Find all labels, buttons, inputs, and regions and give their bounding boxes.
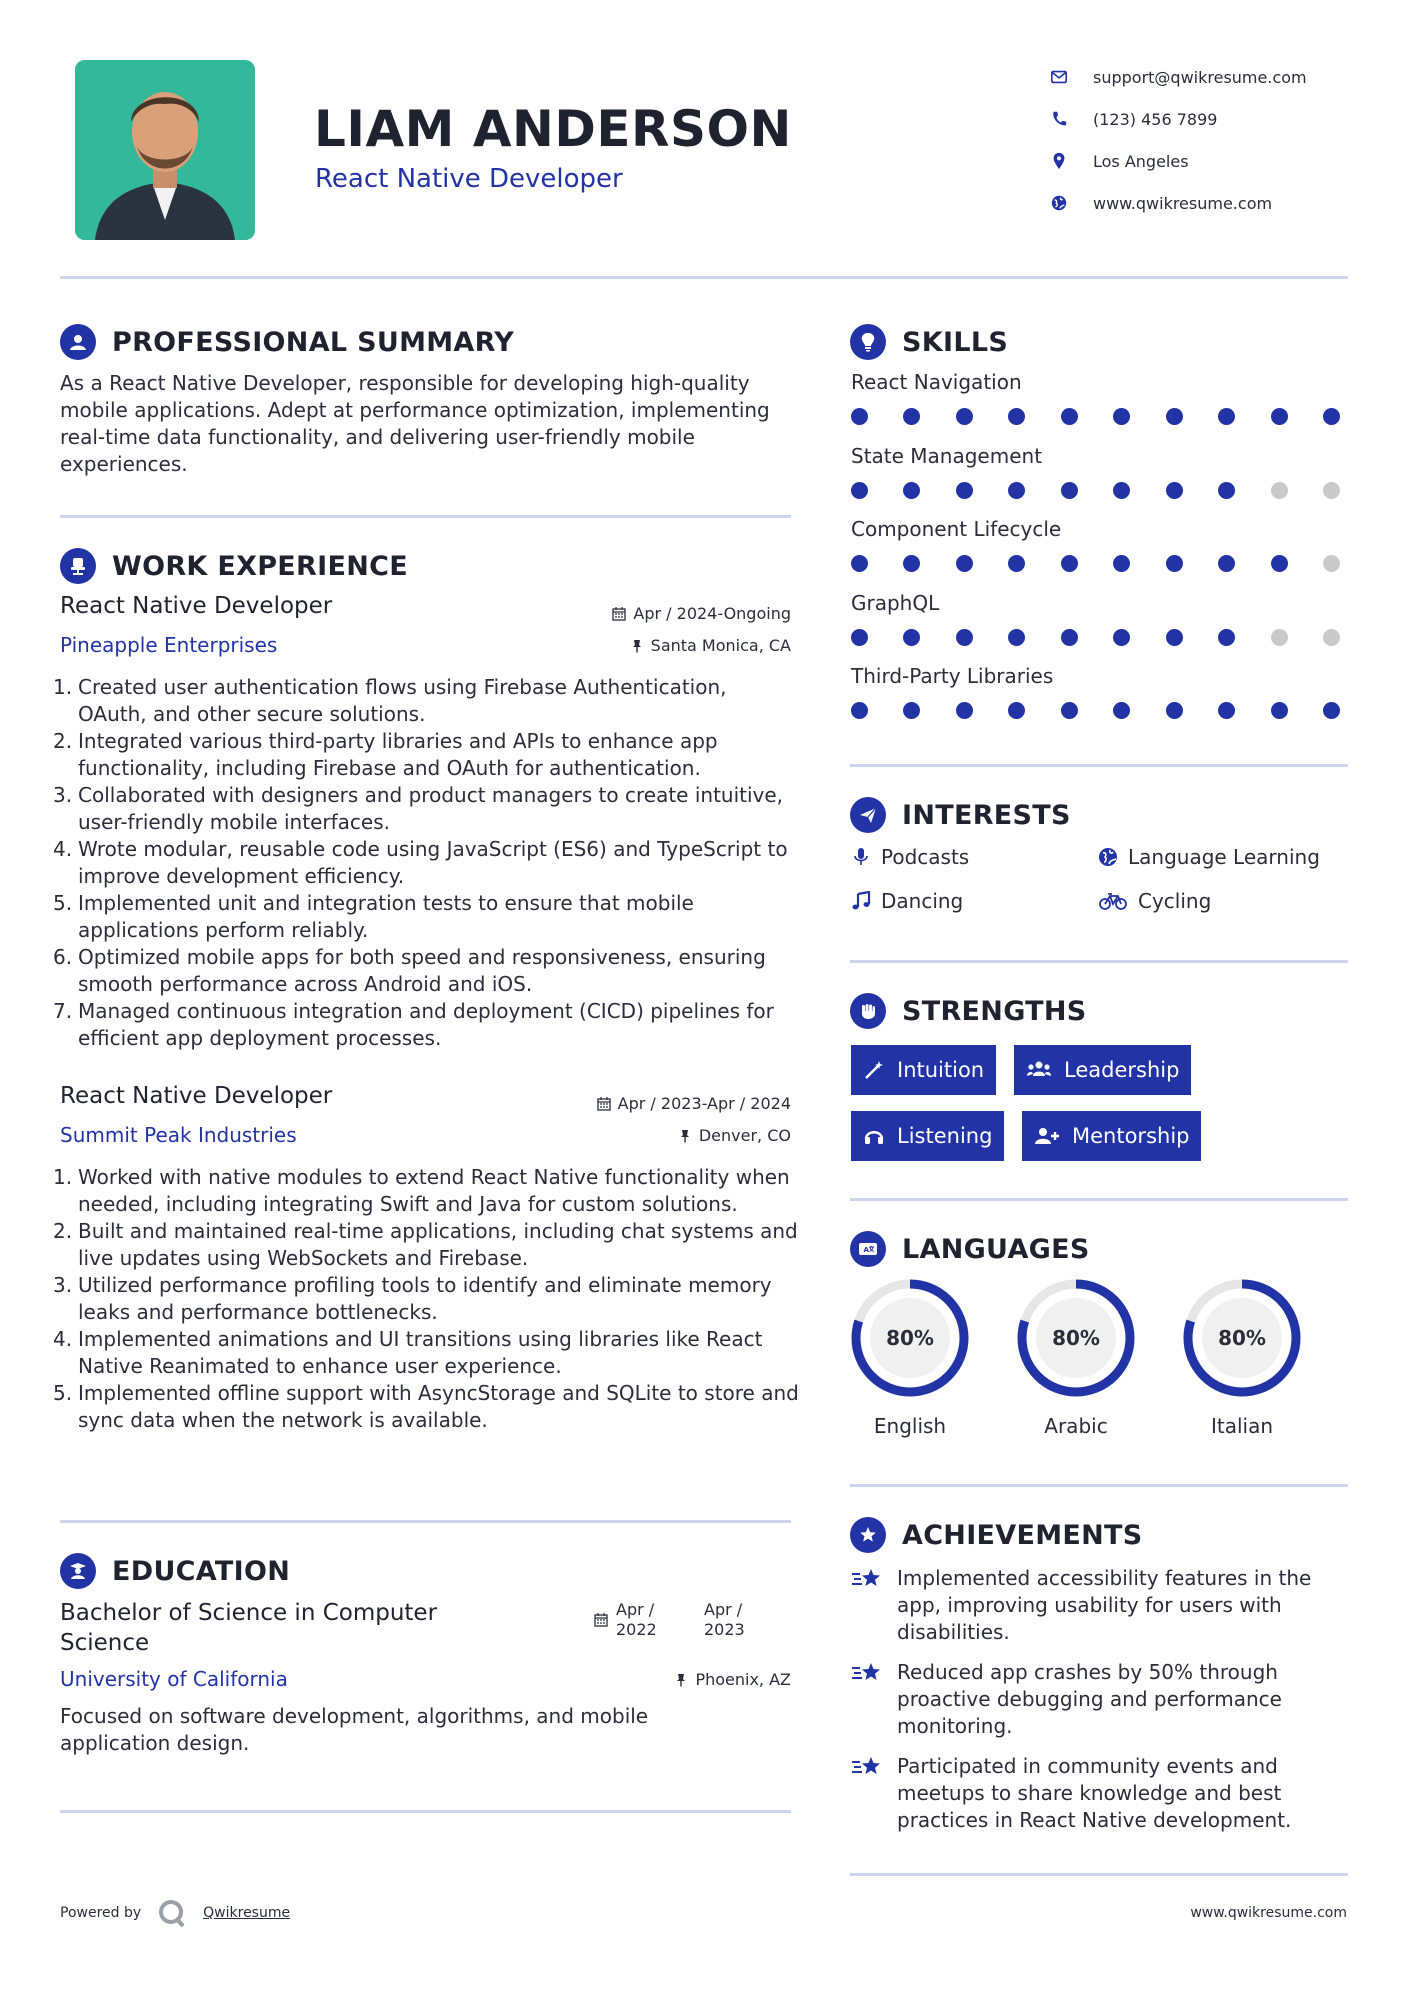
interests-title: INTERESTS [902,799,1071,831]
job-bullets [53,674,800,1052]
languages-divider [850,1484,1348,1487]
education-location-text: Phoenix, AZ [695,1670,791,1689]
list-item: 7. Managed continuous integration and deployment (CICD) pipelines for efficient app deployment processes. [53,999,774,1050]
qwikresume-logo-icon [157,1898,187,1928]
list-item: 6. Optimized mobile apps for both speed and responsiveness, ensuring smooth performance across Android and iOS. [53,945,766,996]
language-item [848,1276,972,1438]
summary-header [60,324,514,360]
rating-dot-filled [851,555,868,572]
pushpin-icon [678,1129,692,1143]
powered-by-text: Powered by [60,1905,142,1921]
skill-item [851,664,1340,738]
rating-dot-filled [1008,408,1025,425]
pushpin-icon [674,1673,688,1687]
interest-cycling: Cycling [1098,889,1211,913]
rating-dot-filled [1323,408,1340,425]
rating-dot-filled [903,408,920,425]
languages-header [850,1231,1090,1267]
strengths-title: STRENGTHS [902,995,1087,1027]
rating-dot-filled [851,702,868,719]
strength-listening: Listening [851,1111,1004,1161]
languages-title: LANGUAGES [902,1233,1090,1265]
skill-item [851,370,1340,444]
rating-dot-filled [956,629,973,646]
education-location [500,1670,791,1689]
skill-item [851,444,1340,518]
globe-icon [1098,847,1118,867]
language-item [1014,1276,1138,1438]
rating-dot-empty [1271,482,1288,499]
rating-dot-filled [1061,555,1078,572]
rating-dot-filled [851,408,868,425]
language-item [1180,1276,1304,1438]
achievements-title: ACHIEVEMENTS [902,1519,1143,1551]
education-date-start: Apr / 2022 [616,1600,657,1639]
education-header [60,1553,290,1589]
skills-header [850,324,1008,360]
rating-dot-filled [851,482,868,499]
skill-name: State Management [851,443,1043,468]
contact-website-text: www.qwikresume.com [1093,193,1273,213]
language-progress-ring [1180,1276,1304,1400]
achievements-divider [850,1873,1348,1876]
rating-dot-filled [1166,555,1183,572]
language-progress-ring [1014,1276,1138,1400]
education-title: EDUCATION [112,1555,291,1587]
list-item: 2. Built and maintained real-time applications, including chat systems and live updates using WebSockets and Firebase. [53,1219,798,1270]
contact-location-text: Los Angeles [1093,151,1189,171]
rating-dot-filled [1323,702,1340,719]
interest-podcasts: Podcasts [851,845,969,869]
language-name: Italian [1210,1414,1274,1438]
rating-dot-empty [1271,629,1288,646]
summary-divider [60,515,791,518]
office-chair-icon [60,548,96,584]
rating-dot-filled [1061,408,1078,425]
rating-dot-filled [956,482,973,499]
skill-name: GraphQL [851,590,940,615]
list-item: 5. Implemented unit and integration tests to ensure that mobile applications perform reliably. [53,891,694,942]
degree-title: Bachelor of Science in Computer Science [60,1600,438,1656]
rating-dot-filled [1218,408,1235,425]
header-divider [60,276,1348,279]
job-bullets [53,1164,800,1434]
job-location [500,636,791,655]
job-location-text: Santa Monica, CA [650,636,791,655]
profile-photo [75,60,255,240]
lightbulb-icon [850,324,886,360]
language-name: Arabic [1044,1414,1108,1438]
work-header [60,548,408,584]
achievement-item: Implemented accessibility features in the app, improving usability for users with disabilities. [851,1565,1337,1646]
rating-dot-filled [956,408,973,425]
work-title: WORK EXPERIENCE [112,550,408,582]
rating-dot-filled [1008,555,1025,572]
rating-dot-empty [1323,629,1340,646]
paper-plane-icon [850,797,886,833]
job-date-text: Apr / 2023-Apr / 2024 [617,1094,791,1113]
candidate-name: LIAM ANDERSON [314,100,792,158]
interests-divider [850,960,1348,963]
rating-dot-filled [1218,482,1235,499]
skills-list [851,370,1340,738]
rating-dot-filled [851,629,868,646]
bicycle-icon [1098,891,1128,911]
rating-dot-empty [1323,482,1340,499]
fist-icon [850,993,886,1029]
achievement-item: Reduced app crashes by 50% through proactive debugging and performance monitoring. [851,1659,1337,1740]
list-item: 5. Implemented offline support with AsyncStorage and SQLite to store and sync data when the network is available. [53,1381,799,1432]
microphone-icon [851,847,871,867]
achievement-item: Participated in community events and meetups to share knowledge and best practices in React Native development. [851,1753,1337,1834]
skill-rating [851,408,1340,425]
rating-dot-filled [1113,555,1130,572]
rating-dot-filled [903,629,920,646]
user-icon [60,324,96,360]
rating-dot-filled [1113,408,1130,425]
rating-dot-filled [1113,702,1130,719]
rating-dot-filled [903,555,920,572]
globe-icon [1050,194,1068,212]
job-title: React Native Developer [60,593,333,619]
calendar-icon [612,607,626,621]
interest-dancing: Dancing [851,889,963,913]
interest-language-learning: Language Learning [1098,845,1320,869]
language-name: English [873,1414,947,1438]
list-item: 1. Worked with native modules to extend React Native functionality when needed, including integrating Swift and Java for custom solutions. [53,1165,790,1216]
rating-dot-filled [903,702,920,719]
rating-dot-filled [1008,482,1025,499]
education-date-end: Apr / 2023 [704,1600,745,1639]
shooting-star-icon [851,1565,885,1593]
summary-text: As a React Native Developer, responsible for developing high-quality mobile applications. Adept at performance optimization, implementing real-time data functionality, and delivering user-friendly mobile experiences. [60,371,770,476]
job-company: Summit Peak Industries [60,1123,297,1147]
list-item: 4. Wrote modular, reusable code using JavaScript (ES6) and TypeScript to improve development efficiency. [53,837,788,888]
skill-rating [851,702,1340,719]
job-location-text: Denver, CO [698,1126,791,1145]
language-percent: 80% [886,1326,934,1350]
rating-dot-filled [1061,629,1078,646]
qwikresume-link[interactable]: Qwikresume [203,1905,291,1921]
list-item: 3. Collaborated with designers and product managers to create intuitive, user-friendly mobile interfaces. [53,783,784,834]
shooting-star-icon [851,1659,885,1687]
strength-intuition: Intuition [851,1045,996,1095]
contact-block [1050,56,1307,224]
pushpin-icon [630,639,644,653]
rating-dot-filled [1166,702,1183,719]
skill-name: Third-Party Libraries [851,664,1054,688]
skill-name: React Navigation [851,370,1022,394]
list-item: 2. Integrated various third-party libraries and APIs to enhance app functionality, including Firebase and OAuth for authentication. [53,729,718,780]
skill-rating [851,555,1340,572]
contact-email-text: support@qwikresume.com [1093,67,1307,87]
job-title: React Native Developer [60,1083,333,1109]
strengths-header [850,993,1087,1029]
map-pin-icon [1050,152,1068,170]
interests-header [850,797,1071,833]
footer-website[interactable]: www.qwikresume.com [1190,1905,1347,1921]
education-description: Focused on software development, algorithms, and mobile application design. [60,1704,649,1755]
contact-phone[interactable] [1050,98,1307,140]
music-note-icon [851,891,871,911]
user-plus-icon [1034,1125,1060,1147]
rating-dot-filled [1113,629,1130,646]
rating-dot-filled [1166,629,1183,646]
person-photo-icon [75,60,255,240]
rating-dot-filled [1008,702,1025,719]
skills-title: SKILLS [902,326,1009,358]
rating-dot-filled [1061,702,1078,719]
rating-dot-filled [1218,702,1235,719]
contact-location [1050,140,1307,182]
education-divider [60,1810,791,1813]
rating-dot-filled [1008,629,1025,646]
strength-mentorship: Mentorship [1022,1111,1201,1161]
education-date [594,1600,745,1640]
rating-dot-filled [1166,482,1183,499]
list-item: 4. Implemented animations and UI transitions using libraries like React Native Reanimated to enhance user experience. [53,1327,763,1378]
rating-dot-filled [1061,482,1078,499]
rating-dot-filled [903,482,920,499]
skill-item [851,517,1340,591]
school-name: University of California [60,1667,288,1691]
job-location [500,1126,791,1145]
rating-dot-filled [956,555,973,572]
strength-leadership: Leadership [1014,1045,1191,1095]
contact-website[interactable] [1050,182,1307,224]
rating-dot-filled [1271,555,1288,572]
envelope-icon [1050,68,1068,86]
language-percent: 80% [1052,1326,1100,1350]
contact-email[interactable] [1050,56,1307,98]
strengths-divider [850,1198,1348,1201]
job-date-text: Apr / 2024-Ongoing [633,604,791,623]
rating-dot-filled [956,702,973,719]
users-icon [1026,1059,1052,1081]
footer-powered-by [60,1898,290,1928]
star-badge-icon [850,1517,886,1553]
calendar-icon [597,1097,611,1111]
job-date [500,604,791,623]
summary-title: PROFESSIONAL SUMMARY [112,326,515,358]
rating-dot-filled [1271,702,1288,719]
rating-dot-empty [1323,555,1340,572]
skill-item [851,591,1340,665]
calendar-icon [594,1613,608,1627]
rating-dot-filled [1218,555,1235,572]
graduate-icon [60,1553,96,1589]
work-divider [60,1520,791,1523]
job-company: Pineapple Enterprises [60,633,278,657]
language-percent: 80% [1218,1326,1266,1350]
skill-rating [851,629,1340,646]
headphones-icon [863,1125,885,1147]
rating-dot-filled [1218,629,1235,646]
shooting-star-icon [851,1753,885,1781]
magic-wand-icon [863,1059,885,1081]
language-card-icon [850,1231,886,1267]
phone-icon [1050,110,1068,128]
skill-rating [851,482,1340,499]
rating-dot-filled [1271,408,1288,425]
rating-dot-filled [1166,408,1183,425]
rating-dot-filled [1113,482,1130,499]
list-item: 1. Created user authentication flows using Firebase Authentication, OAuth, and other secure solutions. [53,675,727,726]
language-progress-ring [848,1276,972,1400]
svg-text:A: A [863,1246,869,1254]
skill-name: Component Lifecycle [851,517,1062,541]
contact-phone-text: (123) 456 7899 [1093,109,1218,129]
skills-divider [850,764,1348,767]
job-date [500,1094,791,1113]
candidate-role: React Native Developer [315,164,623,194]
achievements-header [850,1517,1143,1553]
list-item: 3. Utilized performance profiling tools to identify and eliminate memory leaks and performance bottlenecks. [53,1273,772,1324]
